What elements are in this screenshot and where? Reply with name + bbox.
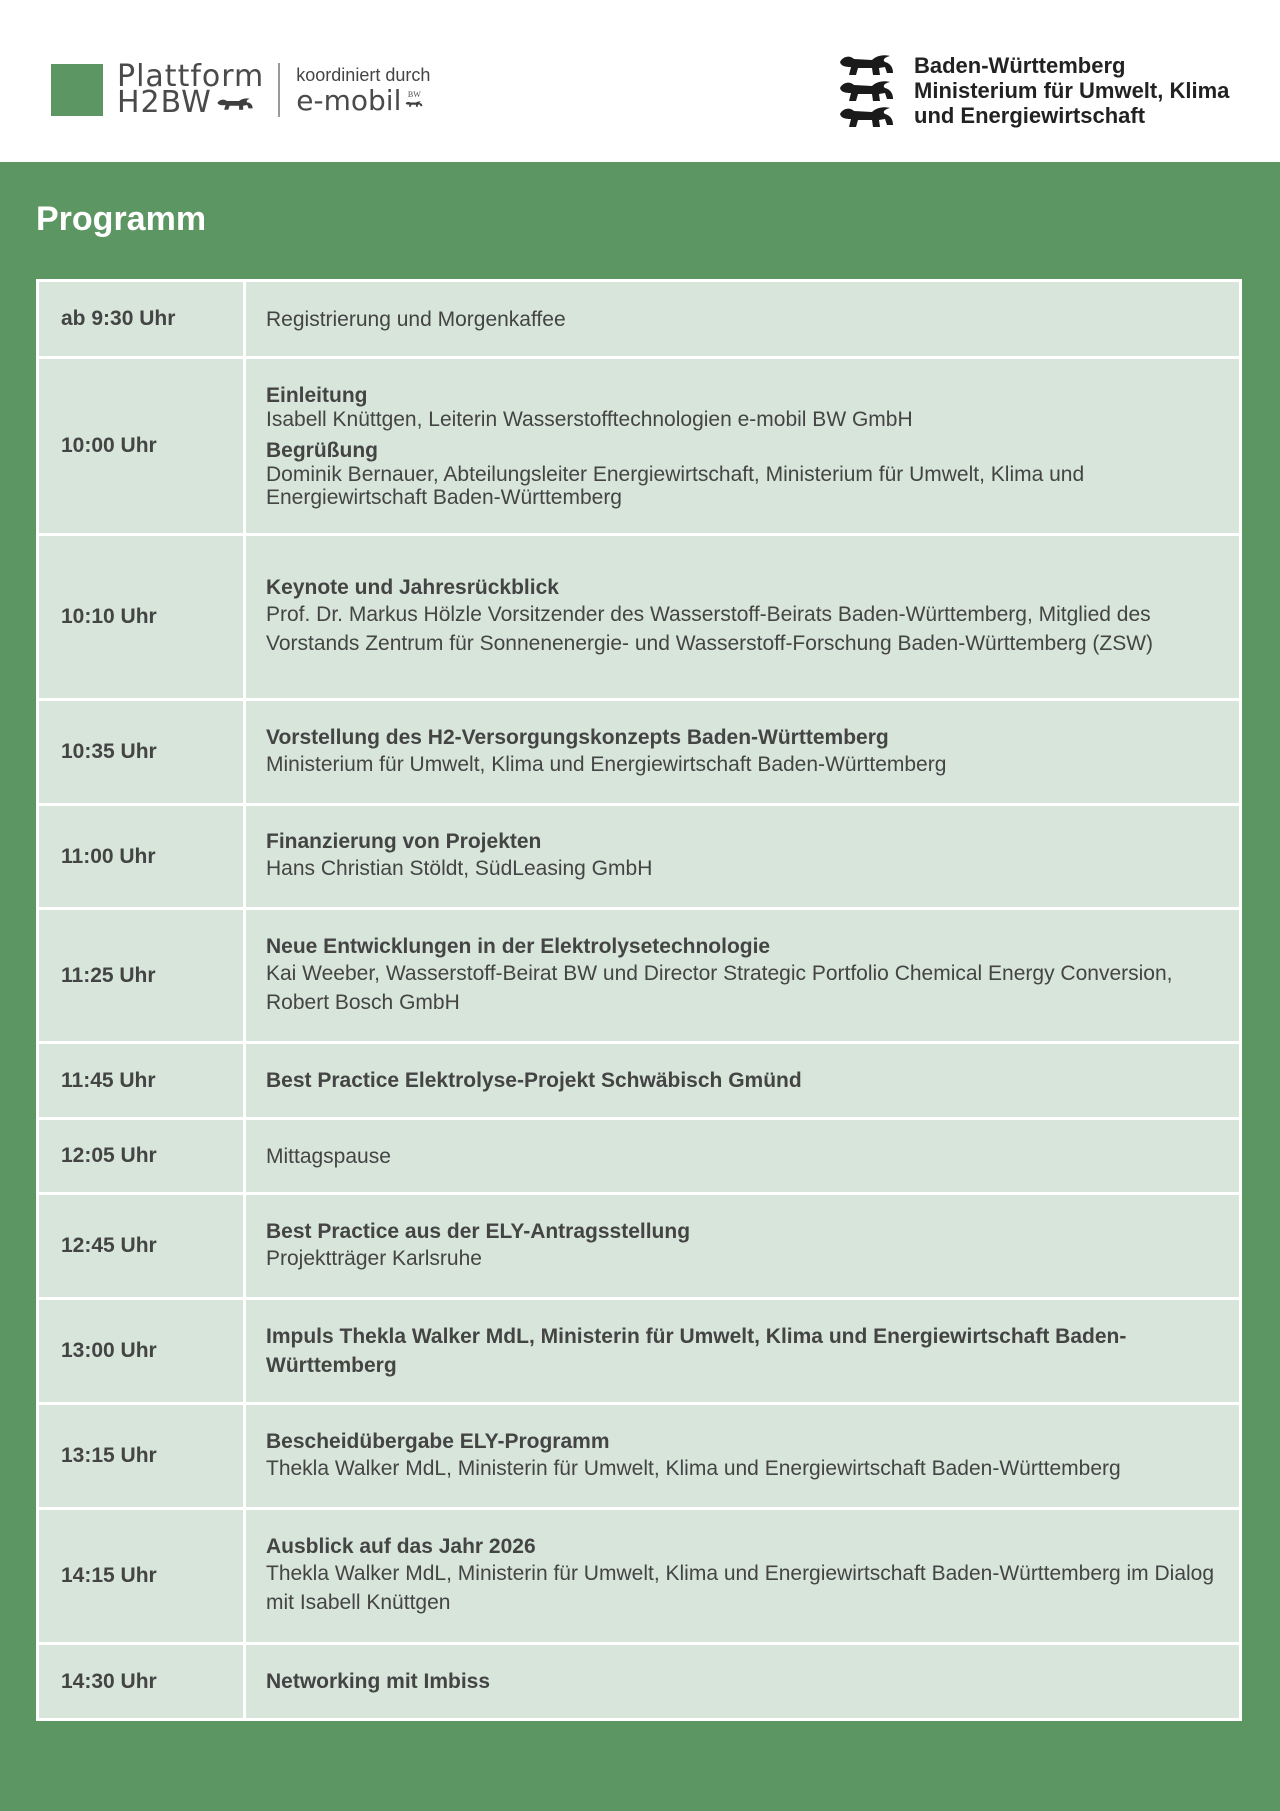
ministry-name: Baden-Württemberg Ministerium für Umwelt, Klima und Energiewirtschaft	[914, 52, 1230, 128]
program-item-title: Best Practice aus der ELY-Antragsstellung	[266, 1219, 691, 1243]
program-item-speaker: Mittagspause	[266, 1144, 391, 1168]
program-time: 11:25 Uhr	[39, 910, 246, 1041]
ministry-logo	[838, 52, 1229, 128]
program-row	[39, 1195, 1239, 1300]
program-table	[36, 279, 1242, 1721]
program-item-speaker: Kai Weeber, Wasserstoff-Beirat BW und Director Strategic Portfolio Chemical Energy Conversion, Robert Bosch GmbH	[266, 961, 1173, 1014]
program-description	[246, 1120, 1239, 1192]
coordinated-by	[296, 64, 430, 116]
logo-green-square	[51, 64, 103, 116]
program-time: 10:35 Uhr	[39, 701, 246, 803]
program-description	[246, 1405, 1239, 1507]
program-time: 14:15 Uhr	[39, 1510, 246, 1642]
lion-icon	[216, 92, 254, 114]
program-time: 12:05 Uhr	[39, 1120, 246, 1192]
program-item	[266, 576, 1219, 658]
program-row	[39, 1510, 1239, 1645]
program-item-title: Neue Entwicklungen in der Elektrolysetechnologie	[266, 934, 771, 958]
program-row	[39, 536, 1239, 701]
program-row	[39, 1405, 1239, 1510]
program-row	[39, 359, 1239, 536]
lion-icon	[405, 99, 423, 108]
page-title: Programm	[36, 200, 207, 238]
program-item	[266, 726, 1219, 779]
program-row	[39, 910, 1239, 1044]
program-row	[39, 806, 1239, 910]
program-time: ab 9:30 Uhr	[39, 282, 246, 356]
program-item-speaker: Ministerium für Umwelt, Klima und Energiewirtschaft Baden-Württemberg	[266, 752, 947, 776]
program-time: 10:00 Uhr	[39, 359, 246, 533]
program-item-title: Finanzierung von Projekten	[266, 830, 542, 853]
program-item-speaker: Dominik Bernauer, Abteilungsleiter Energiewirtschaft, Ministerium für Umwelt, Klima und Energiewirtschaft Baden-Württemberg	[266, 462, 1085, 509]
program-description	[246, 701, 1239, 803]
program-item-title: Best Practice Elektrolyse-Projekt Schwäbisch Gmünd	[266, 1068, 802, 1092]
program-item	[266, 1535, 1219, 1617]
program-item-title: Impuls Thekla Walker MdL, Ministerin für Umwelt, Klima und Energiewirtschaft Baden-Württemberg	[266, 1325, 1127, 1377]
lion-icon	[838, 52, 894, 76]
emobil-bw-badge: BW	[405, 90, 423, 108]
program-description	[246, 282, 1239, 356]
program-item	[266, 1069, 1219, 1093]
program-row	[39, 1645, 1239, 1718]
lion-icon	[838, 78, 894, 102]
program-time: 13:15 Uhr	[39, 1405, 246, 1507]
program-item-speaker: Isabell Knüttgen, Leiterin Wasserstofftechnologien e-mobil BW GmbH	[266, 407, 913, 431]
program-item-speaker: Prof. Dr. Markus Hölzle Vorsitzender des Wasserstoff-Beirats Baden-Württemberg, Mitglied des Vorstands Zentrum für Sonnenenergie- und Wasserstoff-Forschung Baden-Württemberg (ZSW)	[266, 603, 1154, 655]
program-time: 14:30 Uhr	[39, 1645, 246, 1718]
lion-icon	[838, 104, 894, 128]
program-row	[39, 701, 1239, 806]
program-item	[266, 1430, 1219, 1483]
plattform-h2bw-logo	[51, 59, 431, 120]
program-item	[266, 830, 1219, 883]
program-time: 13:00 Uhr	[39, 1300, 246, 1402]
program-description	[246, 1195, 1239, 1297]
program-item-title: Networking mit Imbiss	[266, 1669, 491, 1693]
program-item-speaker: Thekla Walker MdL, Ministerin für Umwelt, Klima und Energiewirtschaft Baden-Württemberg im Dialog mit Isabell Knüttgen	[266, 1562, 1215, 1614]
program-description	[246, 359, 1239, 533]
program-item-title: Vorstellung des H2-Versorgungskonzepts Baden-Württemberg	[266, 725, 889, 749]
program-time: 12:45 Uhr	[39, 1195, 246, 1297]
program-item	[266, 439, 1219, 509]
emobil-wordmark: e-mobil	[296, 84, 402, 117]
three-lions-coat-of-arms	[838, 52, 894, 128]
page-header	[0, 0, 1280, 162]
plattform-line1: Plattform	[117, 59, 265, 94]
program-item-speaker: Registrierung und Morgenkaffee	[266, 307, 566, 331]
program-row	[39, 1300, 1239, 1405]
program-item	[266, 305, 1219, 334]
program-description	[246, 1044, 1239, 1117]
logo-divider	[278, 63, 280, 117]
program-item	[266, 1142, 1219, 1171]
program-item-title: Keynote und Jahresrückblick	[266, 576, 559, 599]
program-item-title: Begrüßung	[266, 438, 378, 462]
program-description	[246, 910, 1239, 1041]
program-item-title: Bescheidübergabe ELY-Programm	[266, 1429, 610, 1453]
program-description	[246, 806, 1239, 907]
program-time: 10:10 Uhr	[39, 536, 246, 698]
program-item-speaker: Projektträger Karlsruhe	[266, 1246, 482, 1270]
program-item-title: Einleitung	[266, 383, 368, 407]
program-item	[266, 1220, 1219, 1273]
program-description	[246, 1645, 1239, 1718]
program-item	[266, 1670, 1219, 1694]
plattform-line2: H2BW	[117, 85, 212, 120]
plattform-wordmark	[117, 59, 265, 120]
program-item	[266, 935, 1219, 1017]
program-time: 11:00 Uhr	[39, 806, 246, 907]
program-row	[39, 1120, 1239, 1195]
program-item-speaker: Thekla Walker MdL, Ministerin für Umwelt, Klima und Energiewirtschaft Baden-Württemberg	[266, 1456, 1121, 1480]
program-row	[39, 282, 1239, 359]
program-item-speaker: Hans Christian Stöldt, SüdLeasing GmbH	[266, 857, 653, 880]
program-description	[246, 1300, 1239, 1402]
program-row	[39, 1044, 1239, 1120]
program-item	[266, 1322, 1219, 1380]
program-time: 11:45 Uhr	[39, 1044, 246, 1117]
program-item-title: Ausblick auf das Jahr 2026	[266, 1535, 536, 1558]
program-item	[266, 384, 1219, 431]
program-description	[246, 536, 1239, 698]
program-description	[246, 1510, 1239, 1642]
coordinated-by-label: koordiniert durch	[296, 65, 431, 85]
